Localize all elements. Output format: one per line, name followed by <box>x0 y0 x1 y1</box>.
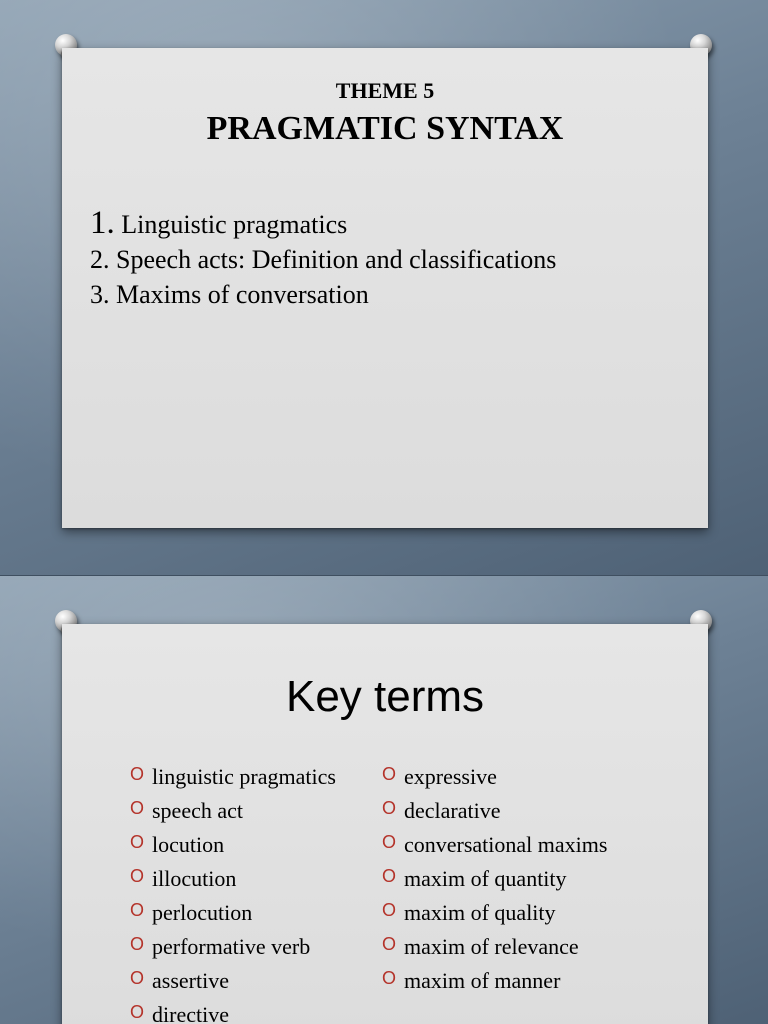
slide-key-terms <box>0 576 768 1024</box>
outline-item <box>90 277 690 312</box>
key-term-text: locution <box>152 832 225 857</box>
key-term-text: maxim of quality <box>404 900 556 925</box>
outline-item <box>90 206 690 242</box>
key-term-item <box>382 896 607 930</box>
key-term-item <box>382 794 607 828</box>
circle-bullet-icon: O <box>382 764 397 784</box>
key-term-item <box>130 964 336 998</box>
key-term-item <box>130 828 336 862</box>
key-term-text: assertive <box>152 968 229 993</box>
key-term-text: maxim of manner <box>404 968 561 993</box>
key-term-item <box>382 862 607 896</box>
theme-label: THEME 5 <box>335 78 435 103</box>
circle-bullet-icon: O <box>130 866 145 886</box>
outline-number: 3. <box>90 280 110 309</box>
circle-bullet-icon: O <box>382 832 397 852</box>
circle-bullet-icon: O <box>382 798 397 818</box>
title-card <box>62 48 708 528</box>
key-term-text: maxim of relevance <box>404 934 579 959</box>
key-term-text: speech act <box>152 798 243 823</box>
key-terms-left-column <box>130 760 336 1024</box>
key-term-text: declarative <box>404 798 501 823</box>
key-term-text: illocution <box>152 866 237 891</box>
key-term-text: expressive <box>404 764 497 789</box>
outline-text: Maxims of conversation <box>109 280 369 309</box>
key-term-item <box>382 930 607 964</box>
key-terms-right-column <box>382 760 607 998</box>
key-terms-title: Key terms <box>285 672 485 721</box>
key-term-item <box>130 896 336 930</box>
circle-bullet-icon: O <box>130 900 145 920</box>
circle-bullet-icon: O <box>130 968 145 988</box>
key-term-text: linguistic pragmatics <box>152 764 336 789</box>
key-term-item <box>130 862 336 896</box>
key-term-item <box>382 760 607 794</box>
key-terms-card <box>62 624 708 1024</box>
key-term-text: performative verb <box>152 934 311 959</box>
outline-item <box>90 242 690 277</box>
outline-number: 1. <box>90 205 115 241</box>
key-term-text: maxim of quantity <box>404 866 567 891</box>
slide-title: PRAGMATIC SYNTAX <box>206 110 564 147</box>
circle-bullet-icon: O <box>382 866 397 886</box>
key-term-text: perlocution <box>152 900 253 925</box>
circle-bullet-icon: O <box>382 968 397 988</box>
circle-bullet-icon: O <box>130 798 145 818</box>
key-term-text: conversational maxims <box>404 832 608 857</box>
key-term-item <box>130 760 336 794</box>
circle-bullet-icon: O <box>130 832 145 852</box>
outline-text: Speech acts: Definition and classifications <box>109 245 557 274</box>
key-term-item <box>130 998 336 1024</box>
circle-bullet-icon: O <box>130 934 145 954</box>
outline-text: Linguistic pragmatics <box>114 210 348 239</box>
key-term-text: directive <box>152 1002 229 1024</box>
key-term-item <box>130 930 336 964</box>
circle-bullet-icon: O <box>382 900 397 920</box>
key-term-item <box>382 964 607 998</box>
circle-bullet-icon: O <box>130 1002 145 1022</box>
key-term-item <box>382 828 607 862</box>
outline-list <box>90 206 690 312</box>
circle-bullet-icon: O <box>130 764 145 784</box>
circle-bullet-icon: O <box>382 934 397 954</box>
key-term-item <box>130 794 336 828</box>
outline-number: 2. <box>90 245 110 274</box>
